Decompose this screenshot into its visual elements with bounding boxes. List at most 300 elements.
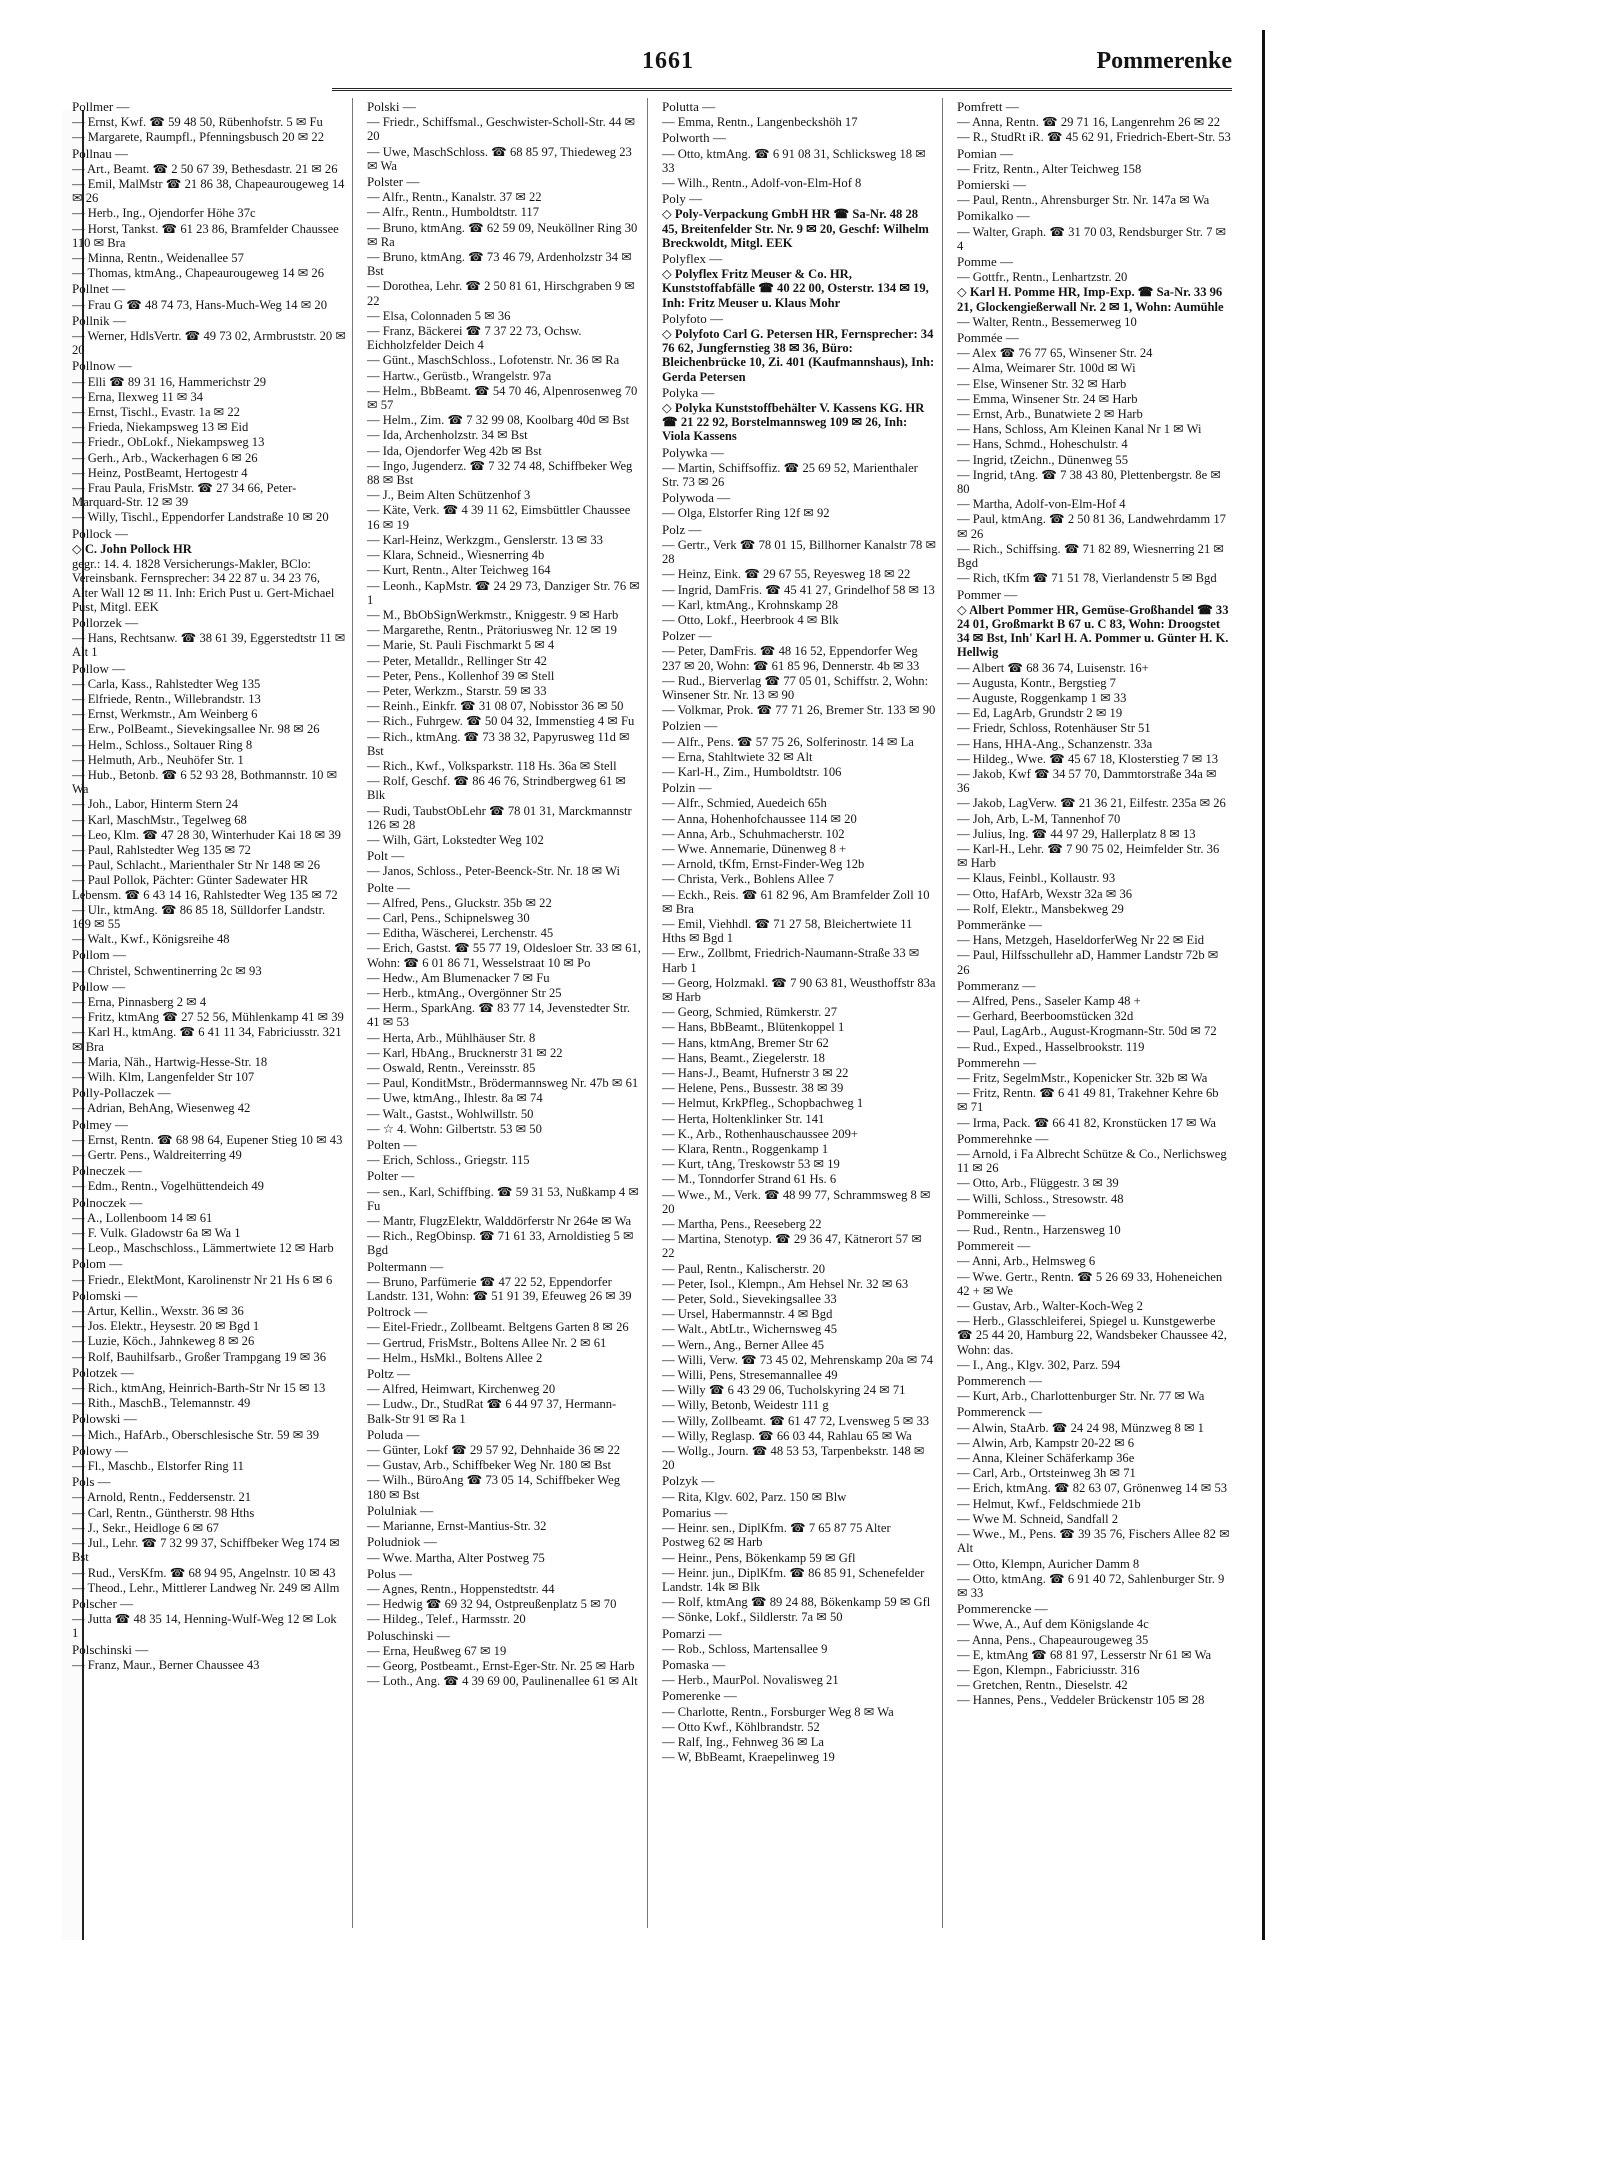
directory-entry: — Egon, Klempn., Fabriciusstr. 316 <box>957 1662 1140 1677</box>
directory-entry: — Gottfr., Rentn., Lenhartzstr. 20 <box>957 270 1128 285</box>
directory-entry: — W, BbBeamt, Kraepelinweg 19 <box>662 1750 835 1765</box>
directory-entry: Pollnau — <box>72 145 128 161</box>
column-3 <box>662 98 943 1928</box>
directory-entry: — Elsa, Colonnaden 5 ✉ 36 <box>367 308 511 323</box>
directory-entry: Polzyk — <box>662 1473 715 1489</box>
directory-entry: Polschinski — <box>72 1641 149 1657</box>
directory-entry: Poly — <box>662 191 703 207</box>
directory-entry: — Rolf, Geschf. ☎ 86 46 76, Strindbergweg 61 ✉ Blk <box>367 774 626 803</box>
directory-entry: Pommeranz — <box>957 977 1036 993</box>
directory-entry: — Hartw., Gerüstb., Wrangelstr. 97a <box>367 368 552 383</box>
directory-entry: — Wwe, A., Auf dem Königslande 4c <box>957 1617 1149 1632</box>
directory-entry: Polneczek — <box>72 1163 142 1179</box>
directory-entry: — Fl., Maschb., Elstorfer Ring 11 <box>72 1459 244 1474</box>
directory-entry: — Christel, Schwentinerring 2c ✉ 93 <box>72 963 262 978</box>
directory-entry: — Alfred, Pens., Gluckstr. 35b ✉ 22 <box>367 895 552 910</box>
directory-entry: Pomarius — <box>662 1504 728 1520</box>
directory-entry: — Ernst, Werkmstr., Am Weinberg 6 <box>72 707 258 722</box>
directory-entry: Pomian — <box>957 145 1013 161</box>
directory-entry: Pollow — <box>72 660 126 676</box>
directory-entry: — Georg, Holzmakl. ☎ 7 90 63 81, Weusthoffstr 83a ✉ Harb <box>662 975 936 1004</box>
directory-entry: — Carla, Kass., Rahlstedter Weg 135 <box>72 676 261 691</box>
directory-entry: — Rith., MaschB., Telemannstr. 49 <box>72 1396 251 1411</box>
directory-entry: — Hans, HHA-Ang., Schanzenstr. 33a <box>957 736 1153 751</box>
directory-entry: Polter — <box>367 1168 415 1184</box>
directory-entry: — Paul, Schlacht., Marienthaler Str Nr 148 ✉ 26 <box>72 858 321 873</box>
directory-entry: — Erich, ktmAng. ☎ 82 63 07, Grönenweg 14 ✉ 53 <box>957 1481 1228 1496</box>
directory-entry: — Horst, Tankst. ☎ 61 23 86, Bramfelder Chaussee 110 ✉ Bra <box>72 221 339 250</box>
directory-entry: — Jos. Elektr., Heysestr. 20 ✉ Bgd 1 <box>72 1319 260 1334</box>
directory-entry: — Hildeg., Wwe. ☎ 45 67 18, Klosterstieg 7 ✉ 13 <box>957 751 1219 766</box>
directory-entry: — Friedr., ObLokf., Niekampsweg 13 <box>72 435 265 450</box>
directory-entry: — Hans, Beamt., Ziegelerstr. 18 <box>662 1050 825 1065</box>
directory-entry: — Ludw., Dr., StudRat ☎ 6 44 97 37, Hermann-Balk-Str 91 ✉ Ra 1 <box>367 1397 617 1426</box>
page-number: 1661 <box>642 48 694 74</box>
directory-entry: — Mantr, FlugzElektr, Walddörferstr Nr 264e ✉ Wa <box>367 1214 632 1229</box>
directory-entry: — Ursel, Habermannstr. 4 ✉ Bgd <box>662 1307 833 1322</box>
directory-entry: — Hedw., Am Blumenacker 7 ✉ Fu <box>367 970 550 985</box>
directory-entry: — Karl, HbAng., Brucknerstr 31 ✉ 22 <box>367 1045 563 1060</box>
directory-entry: — Rich, tKfm ☎ 71 51 78, Vierlandenstr 5 ✉ Bgd <box>957 571 1217 586</box>
directory-entry: — Karl, ktmAng., Krohnskamp 28 <box>662 597 838 612</box>
directory-entry: — Walt., AbtLtr., Wichernsweg 45 <box>662 1322 838 1337</box>
directory-entry: — Helm., BbBeamt. ☎ 54 70 46, Alpenrosenweg 70 ✉ 57 <box>367 383 638 413</box>
directory-entry: Pomaska — <box>662 1656 726 1672</box>
directory-entry: — Erna, Pinnasberg 2 ✉ 4 <box>72 994 207 1009</box>
directory-entry: — Adrian, BehAng, Wiesenweg 42 <box>72 1101 251 1116</box>
directory-entry: — Sönke, Lokf., Sildlerstr. 7a ✉ 50 <box>662 1610 843 1625</box>
directory-entry: — Willy, Reglasp. ☎ 66 03 44, Rahlau 65 ✉ Wa <box>662 1428 912 1443</box>
directory-entry: — Wwe. Gertr., Rentn. ☎ 5 26 69 33, Hoheneichen 42 + ✉ We <box>957 1269 1223 1298</box>
directory-entry: — Rich., ktmAng. ☎ 73 38 32, Papyrusweg 11d ✉ Bst <box>367 729 630 758</box>
directory-entry: — Gustav, Arb., Schiffbeker Weg Nr. 180 ✉ Bst <box>367 1458 612 1473</box>
directory-entry: — Loth., Ang. ☎ 4 39 69 00, Paulinenallee 61 ✉ Alt <box>367 1674 638 1689</box>
directory-entry: — Artur, Kellin., Wexstr. 36 ✉ 36 <box>72 1304 244 1319</box>
directory-entry: — Karl H., ktmAng. ☎ 6 41 11 34, Fabriciusstr. 321 ✉ Bra <box>72 1025 342 1054</box>
column-2 <box>367 98 648 1928</box>
directory-entry: — Ingo, Jugenderz. ☎ 7 32 74 48, Schiffbeker Weg 88 ✉ Bst <box>367 458 633 488</box>
directory-entry: — Ernst, Arb., Bunatwiete 2 ✉ Harb <box>957 407 1143 422</box>
directory-entry: Pomme — <box>957 254 1013 270</box>
directory-entry: — Peter, Werkzm., Starstr. 59 ✉ 33 <box>367 683 547 698</box>
directory-entry: — Klaus, Feinbl., Kollaustr. 93 <box>957 871 1116 886</box>
directory-entry: — Walter, Rentn., Bessemerweg 10 <box>957 314 1137 329</box>
directory-entry: Pommerehn — <box>957 1054 1037 1070</box>
directory-entry: — Ralf, Ing., Fehnweg 36 ✉ La <box>662 1734 824 1749</box>
directory-entry: — Ida, Ojendorfer Weg 42b ✉ Bst <box>367 443 542 458</box>
directory-entry: Polz — <box>662 521 702 537</box>
directory-entry: — M., BbObSignWerkmstr., Kniggestr. 9 ✉ Harb <box>367 607 619 622</box>
directory-entry: — M., Tonndorfer Strand 61 Hs. 6 <box>662 1172 837 1187</box>
directory-entry: — Otto, Klempn, Auricher Damm 8 <box>957 1556 1140 1571</box>
directory-entry: — Edm., Rentn., Vogelhüttendeich 49 <box>72 1179 264 1194</box>
directory-entry: Polotzek — <box>72 1364 134 1380</box>
directory-entry: — Peter, Pens., Kollenhof 39 ✉ Stell <box>367 668 555 683</box>
directory-entry: Polomski — <box>72 1287 138 1303</box>
directory-entry: — Wwe. Annemarie, Dünenweg 8 + <box>662 841 847 856</box>
directory-entry: — Georg, Postbeamt., Ernst-Eger-Str. Nr. 25 ✉ Harb <box>367 1658 635 1673</box>
directory-entry: Poluda — <box>367 1426 420 1442</box>
directory-entry: — Franz, Maur., Berner Chaussee 43 <box>72 1657 260 1672</box>
directory-entry: — Volkmar, Prok. ☎ 77 71 26, Bremer Str. 133 ✉ 90 <box>662 703 936 718</box>
directory-entry: Polywoda — <box>662 490 731 506</box>
directory-entry: — Frieda, Niekampsweg 13 ✉ Eid <box>72 420 249 435</box>
column-1 <box>72 98 353 1928</box>
directory-entry: — Arnold, tKfm, Ernst-Finder-Weg 12b <box>662 857 865 872</box>
directory-entry: Polom — <box>72 1256 123 1272</box>
directory-entry: — Wwe. Martha, Alter Postweg 75 <box>367 1550 545 1565</box>
directory-entry: — Alwin, StaArb. ☎ 24 24 98, Münzweg 8 ✉ 1 <box>957 1420 1204 1435</box>
directory-entry: — Bruno, ktmAng. ☎ 62 59 09, Neuköllner Ring 30 ✉ Ra <box>367 220 638 249</box>
directory-entry: — K., Arb., Rothenhauschaussee 209+ <box>662 1126 858 1141</box>
page-header <box>332 48 1232 91</box>
directory-entry: — Willi, Verw. ☎ 73 45 02, Mehrenskamp 20a ✉ 74 <box>662 1352 934 1367</box>
directory-entry: Pomierski — <box>957 177 1026 193</box>
directory-entry: — Rud., Rentn., Harzensweg 10 <box>957 1223 1121 1238</box>
directory-entry: — Emil, MalMstr ☎ 21 86 38, Chapeaurougeweg 14 ✉ 26 <box>72 177 345 206</box>
directory-entry: — Anna, Pens., Chapeaurougeweg 35 <box>957 1632 1149 1647</box>
directory-entry: Polten — <box>367 1137 417 1153</box>
directory-entry: Pollow — <box>72 978 126 994</box>
directory-entry: Pollmer — <box>72 99 130 114</box>
directory-entry: — Emma, Rentn., Langenbeckshöh 17 <box>662 115 858 130</box>
directory-entry: — Rolf, ktmAng ☎ 89 24 88, Bökenkamp 59 ✉ Gfl <box>662 1595 931 1610</box>
directory-entry: — Herb., MaurPol. Novalisweg 21 <box>662 1673 839 1688</box>
directory-entry: — Alfr., Schmied, Auedeich 65h <box>662 796 827 811</box>
directory-entry: — Albert ☎ 68 36 74, Luisenstr. 16+ <box>957 660 1149 675</box>
directory-entry: — Helene, Pens., Bussestr. 38 ✉ 39 <box>662 1081 844 1096</box>
directory-entry: — Alex ☎ 76 77 65, Winsener Str. 24 <box>957 346 1153 361</box>
directory-entry: — Helmut, Kwf., Feldschmiede 21b <box>957 1496 1141 1511</box>
directory-entry: — Rolf, Bauhilfsarb., Großer Trampgang 19 ✉ 36 <box>72 1349 327 1364</box>
directory-entry: — Eckh., Reis. ☎ 61 82 96, Am Bramfelder Zoll 10 ✉ Bra <box>662 887 930 916</box>
directory-entry: — Alfr., Rentn., Kanalstr. 37 ✉ 22 <box>367 190 542 205</box>
directory-entry: — Paul, Hilfsschullehr aD, Hammer Landstr 72b ✉ 26 <box>957 948 1219 977</box>
directory-entry: Polutta — <box>662 99 716 114</box>
directory-entry: — Wwe., M., Verk. ☎ 48 99 77, Schrammsweg 8 ✉ 20 <box>662 1187 931 1216</box>
directory-entry: — Leop., Maschschloss., Lämmertwiete 12 ✉ Harb <box>72 1241 334 1256</box>
directory-entry: Polus — <box>367 1565 413 1581</box>
directory-entry: — Arnold, Rentn., Feddersenstr. 21 <box>72 1490 252 1505</box>
directory-entry: — Alwin, Arb, Kampstr 20-22 ✉ 6 <box>957 1435 1135 1450</box>
directory-entry: — Otto, HafArb, Wexstr 32a ✉ 36 <box>957 886 1133 901</box>
directory-entry: — Leo, Klm. ☎ 47 28 30, Winterhuder Kai 18 ✉ 39 <box>72 827 341 842</box>
directory-entry: — Rita, Klgv. 602, Parz. 150 ✉ Blw <box>662 1489 847 1504</box>
directory-entry: — R., StudRt iR. ☎ 45 62 91, Friedrich-Ebert-Str. 53 <box>957 130 1231 145</box>
directory-entry: — Georg, Schmied, Rümkerstr. 27 <box>662 1005 838 1020</box>
directory-entry: — Gertr. Pens., Waldreiterring 49 <box>72 1148 242 1163</box>
directory-entry: Polzer — <box>662 628 712 644</box>
directory-entry: — Augusta, Kontr., Bergstieg 7 <box>957 675 1116 690</box>
directory-entry: — Heinr. sen., DiplKfm. ☎ 7 65 87 75 Alter Postweg 62 ✉ Harb <box>662 1521 891 1550</box>
directory-entry: — Ingrid, tZeichn., Dünenweg 55 <box>957 452 1129 467</box>
directory-entry: Pollnik — <box>72 312 126 328</box>
directory-entry: — Ingrid, DamFris. ☎ 45 41 27, Grindelhof 58 ✉ 13 <box>662 582 935 597</box>
directory-entry: — Anna, Rentn. ☎ 29 71 16, Langenrehm 26 ✉ 22 <box>957 115 1221 130</box>
directory-entry: — Helmuth, Arb., Neuhöfer Str. 1 <box>72 752 244 767</box>
directory-entry: — Wilh., Rentn., Adolf-von-Elm-Hof 8 <box>662 176 862 191</box>
directory-entry: — Willi, Schloss., Stresowstr. 48 <box>957 1191 1124 1206</box>
directory-entry: — Kurt, Rentn., Alter Teichweg 164 <box>367 563 551 578</box>
directory-entry: — Leonh., KapMstr. ☎ 24 29 73, Danziger Str. 76 ✉ 1 <box>367 578 640 607</box>
directory-entry: — Karl-H., Zim., Humboldtstr. 106 <box>662 764 842 779</box>
directory-entry: ◇ Albert Pommer HR, Gemüse-Großhandel ☎ 33 24 01, Großmarkt B 67 u. C 83, Wohn: Droogstet 34 ✉ Bst, Inh' Karl H. A. Pommer u. Günter H. K. Hellwig <box>957 602 1229 660</box>
directory-entry: — Martina, Stenotyp. ☎ 29 36 47, Kätnerort 57 ✉ 22 <box>662 1232 922 1261</box>
directory-entry: — Herb., Glasschleiferei, Spiegel u. Kunstgewerbe ☎ 25 44 20, Hamburg 22, Wandsbeker Chaussee 42, Wohn: das. <box>957 1314 1227 1357</box>
directory-entry: Polyka — <box>662 384 715 400</box>
directory-entry: — Erna, Ilexweg 11 ✉ 34 <box>72 389 204 404</box>
directory-entry: — Herb., ktmAng., Overgönner Str 25 <box>367 985 562 1000</box>
directory-entry: — Martha, Adolf-von-Elm-Hof 4 <box>957 497 1126 512</box>
directory-entry: — Theod., Lehr., Mittlerer Landweg Nr. 249 ✉ Allm <box>72 1580 340 1595</box>
directory-entry: Polscher — <box>72 1595 134 1611</box>
directory-entry: Polnoczek — <box>72 1194 143 1210</box>
directory-entry: — Erw., PolBeamt., Sievekingsallee Nr. 98 ✉ 26 <box>72 722 320 737</box>
directory-entry: — Walt., Kwf., Königsreihe 48 <box>72 932 230 947</box>
directory-entry: — J., Sekr., Heidloge 6 ✉ 67 <box>72 1520 219 1535</box>
directory-entry: — Julius, Ing. ☎ 44 97 29, Hallerplatz 8 ✉ 13 <box>957 826 1196 841</box>
directory-entry: — Helm., Zim. ☎ 7 32 99 08, Koolbarg 40d ✉ Bst <box>367 413 630 428</box>
directory-entry: Pomikalko — <box>957 208 1030 224</box>
directory-entry: — Wilh, Gärt, Lokstedter Weg 102 <box>367 832 544 847</box>
directory-entry: — Heinr., Pens, Bökenkamp 59 ✉ Gfl <box>662 1550 856 1565</box>
directory-entry: — Paul, ktmAng. ☎ 2 50 81 36, Landwehrdamm 17 ✉ 26 <box>957 512 1226 541</box>
directory-entry: — Anna, Kleiner Schäferkamp 36e <box>957 1451 1135 1466</box>
directory-entry: — Rud., Bierverlag ☎ 77 05 01, Schiffstr. 2, Wohn: Winsener Str. Nr. 13 ✉ 90 <box>662 673 929 702</box>
directory-entry: — Auguste, Roggenkamp 1 ✉ 33 <box>957 690 1127 705</box>
directory-entry: — Erich, Schloss., Griegstr. 115 <box>367 1153 530 1168</box>
directory-entry: — Christa, Verk., Bohlens Allee 7 <box>662 872 834 887</box>
directory-entry: — J., Beim Alten Schützenhof 3 <box>367 488 531 503</box>
directory-entry: — Herb., Ing., Ojendorfer Höhe 37c <box>72 206 256 221</box>
directory-entry: — Thomas, ktmAng., Chapeaurougeweg 14 ✉ 26 <box>72 266 325 281</box>
directory-entry: Pommerehnke — <box>957 1130 1049 1146</box>
directory-entry: — Karl-Heinz, Werkzgm., Genslerstr. 13 ✉ 33 <box>367 532 603 547</box>
directory-entry: Pommer — <box>957 586 1018 602</box>
directory-entry: — Friedr., Schiffsmal., Geschwister-Scholl-Str. 44 ✉ 20 <box>367 115 636 144</box>
directory-entry: Pomarzi — <box>662 1625 722 1641</box>
directory-entry: — Ulr., ktmAng. ☎ 86 85 18, Sülldorfer Landstr. 169 ✉ 55 <box>72 902 326 931</box>
directory-entry: — Alma, Weimarer Str. 100d ✉ Wi <box>957 361 1136 376</box>
directory-entry: — Peter, DamFris. ☎ 48 16 52, Eppendorfer Weg 237 ✉ 20, Wohn: ☎ 61 85 96, Dennerstr. 4b ✉ 33 <box>662 644 920 673</box>
directory-entry: — Paul, KonditMstr., Brödermannsweg Nr. 47b ✉ 61 <box>367 1076 639 1091</box>
directory-entry: — sen., Karl, Schiffbing. ☎ 59 31 53, Nußkamp 4 ✉ Fu <box>367 1184 639 1213</box>
directory-entry: — Anna, Hohenhofchaussee 114 ✉ 20 <box>662 811 857 826</box>
directory-page <box>62 30 1265 1940</box>
directory-entry: — Helm., Schloss., Soltauer Ring 8 <box>72 737 253 752</box>
directory-entry: — Günter, Lokf ☎ 29 57 92, Dehnhaide 36 ✉ 22 <box>367 1443 621 1458</box>
directory-entry: — Martin, Schiffsoffiz. ☎ 25 69 52, Marienthaler Str. 73 ✉ 26 <box>662 460 918 490</box>
directory-entry: — Erw., Zollbmt, Friedrich-Naumann-Straße 33 ✉ Harb 1 <box>662 946 920 975</box>
directory-entry: — Margarete, Raumpfl., Pfenningsbusch 20 ✉ 22 <box>72 130 325 145</box>
directory-entry: Polly-Pollaczek — <box>72 1085 171 1101</box>
blank-area <box>0 1940 1600 2177</box>
directory-entry: — Uwe, ktmAng., Ihlestr. 8a ✉ 74 <box>367 1091 543 1106</box>
directory-entry: — Uwe, MaschSchloss. ☎ 68 85 97, Thiedeweg 23 ✉ Wa <box>367 144 632 173</box>
directory-entry: — Ingrid, tAng. ☎ 7 38 43 80, Plettenbergstr. 8e ✉ 80 <box>957 467 1221 497</box>
directory-entry: — Kurt, tAng, Treskowstr 53 ✉ 19 <box>662 1157 840 1172</box>
directory-entry: Polmey — <box>72 1116 128 1132</box>
directory-entry: — Eitel-Friedr., Zollbeamt. Beltgens Garten 8 ✉ 26 <box>367 1320 629 1335</box>
directory-entry: — Willy, Betonb, Weidestr 111 g <box>662 1398 829 1413</box>
directory-entry: — Hannes, Pens., Veddeler Brückenstr 105 ✉ 28 <box>957 1693 1205 1708</box>
directory-entry: — Rich., Schiffsing. ☎ 71 82 89, Wiesnerring 21 ✉ Bgd <box>957 541 1224 571</box>
directory-entry: — Rudi, TaubstObLehr ☎ 78 01 31, Marckmannstr 126 ✉ 28 <box>367 803 632 832</box>
directory-entry: — Bruno, Parfümerie ☎ 47 22 52, Eppendorfer Landstr. 131, Wohn: ☎ 51 91 39, Efeuweg 26 ✉ 39 <box>367 1274 632 1304</box>
directory-entry: — Wilh. Klm, Langenfelder Str 107 <box>72 1070 255 1084</box>
directory-entry: — Hans-J., Beamt, Hufnerstr 3 ✉ 22 <box>662 1066 849 1080</box>
directory-entry: — Arnold, i Fa Albrecht Schütze & Co., Nerlichsweg 11 ✉ 26 <box>957 1147 1227 1176</box>
directory-entry: — Gerhard, Beerboomstücken 32d <box>957 1009 1134 1024</box>
directory-entry: Polowy — <box>72 1442 128 1458</box>
directory-entry: — Klara, Schneid., Wiesnerring 4b <box>367 548 545 563</box>
directory-entry: — Herta, Arb., Mühlhäuser Str. 8 <box>367 1030 536 1045</box>
directory-entry: — Friedr., ElektMont, Karolinenstr Nr 21 Hs 6 ✉ 6 <box>72 1272 333 1287</box>
directory-entry: ◇ Polyflex Fritz Meuser & Co. HR, Kunststoffabfälle ☎ 40 22 00, Osterstr. 134 ✉ 19, Inh: Fritz Meuser u. Klaus Mohr <box>662 267 929 310</box>
running-head: Pommerenke <box>1096 48 1232 74</box>
directory-entry: Polt — <box>367 848 405 864</box>
directory-entry: — Werner, HdlsVertr. ☎ 49 73 02, Armbruststr. 20 ✉ 20 <box>72 329 346 358</box>
directory-entry: Pommeränke — <box>957 916 1042 932</box>
directory-entry: — Irma, Pack. ☎ 66 41 82, Kronstücken 17 ✉ Wa <box>957 1115 1216 1130</box>
directory-entry: — Editha, Wäscherei, Lerchenstr. 45 <box>367 926 554 941</box>
directory-entry: Pomerenke — <box>662 1688 737 1704</box>
directory-entry: — Hub., Betonb. ☎ 6 52 93 28, Bothmannstr. 10 ✉ Wa <box>72 767 338 797</box>
directory-entry: — Fritz, ktmAng ☎ 27 52 56, Mühlenkamp 41 ✉ 39 <box>72 1010 344 1025</box>
directory-entry: — Gerh., Arb., Wackerhagen 6 ✉ 26 <box>72 450 258 465</box>
directory-entry: — Günt., MaschSchloss., Lofotenstr. Nr. 36 ✉ Ra <box>367 353 620 368</box>
directory-entry: — Franz, Bäckerei ☎ 7 37 22 73, Ochsw. Eichholzfelder Deich 4 <box>367 324 582 353</box>
directory-entry: — Gretchen, Rentn., Dieselstr. 42 <box>957 1678 1128 1693</box>
directory-entry: — I., Ang., Klgv. 302, Parz. 594 <box>957 1357 1121 1372</box>
directory-entry: — Rob., Schloss, Martensallee 9 <box>662 1641 828 1656</box>
directory-entry: — Maria, Näh., Hartwig-Hesse-Str. 18 <box>72 1054 268 1069</box>
directory-entry: — Alfred, Pens., Saseler Kamp 48 + <box>957 993 1141 1008</box>
directory-entry: — Margarethe, Rentn., Prätoriusweg Nr. 12 ✉ 19 <box>367 623 617 638</box>
directory-entry: — Otto, Lokf., Heerbrook 4 ✉ Blk <box>662 612 839 627</box>
directory-entry: Poltz — <box>367 1366 410 1382</box>
directory-entry: — Hildeg., Telef., Harmsstr. 20 <box>367 1612 526 1627</box>
directory-entry: Polyflex — <box>662 251 723 267</box>
directory-entry: — A., Lollenboom 14 ✉ 61 <box>72 1210 213 1225</box>
directory-entry: — Fritz, Rentn. ☎ 6 41 49 81, Trakehner Kehre 6b ✉ 71 <box>957 1086 1219 1115</box>
directory-entry: — Helmut, KrkPfleg., Schopbachweg 1 <box>662 1096 864 1111</box>
directory-entry: — Fritz, SegelmMstr., Kopenicker Str. 32b ✉ Wa <box>957 1071 1208 1085</box>
directory-entry: — Wwe M. Schneid, Sandfall 2 <box>957 1511 1119 1526</box>
directory-entry: — Herm., SparkAng. ☎ 83 77 14, Jevenstedter Str. 41 ✉ 53 <box>367 1001 630 1030</box>
directory-entry: — Hans, Rechtsanw. ☎ 38 61 39, Eggerstedtstr 11 ✉ Alt 1 <box>72 631 346 660</box>
directory-entry: Pommée — <box>957 330 1019 346</box>
directory-entry: — Wilh., BüroAng ☎ 73 05 14, Schiffbeker Weg 180 ✉ Bst <box>367 1473 621 1502</box>
directory-entry: Polte — <box>367 879 410 895</box>
directory-entry: — Kurt, Arb., Charlottenburger Str. Nr. 77 ✉ Wa <box>957 1389 1205 1404</box>
directory-entry: — Hedwig ☎ 69 32 94, Ostpreußenplatz 5 ✉ 70 <box>367 1597 617 1612</box>
column-4 <box>957 98 1237 1928</box>
directory-entry: — Karl-H., Lehr. ☎ 7 90 75 02, Heimfelder Str. 36 ✉ Harb <box>957 841 1220 871</box>
directory-entry: — Joh., Labor, Hinterm Stern 24 <box>72 797 238 812</box>
directory-entry: — Peter, Sold., Sievekingsallee 33 <box>662 1292 837 1307</box>
directory-entry: — Carl, Pens., Schipnelsweg 30 <box>367 910 530 925</box>
directory-entry: — Emma, Winsener Str. 24 ✉ Harb <box>957 391 1138 406</box>
directory-entry: — E, ktmAng ☎ 68 81 97, Lesserstr Nr 61 ✉ Wa <box>957 1647 1212 1662</box>
directory-entry: — Otto, ktmAng. ☎ 6 91 40 72, Sahlenburger Str. 9 ✉ 33 <box>957 1571 1225 1600</box>
directory-entry: — Frau G ☎ 48 74 73, Hans-Much-Weg 14 ✉ 20 <box>72 297 328 312</box>
directory-entry: Polski — <box>367 99 416 114</box>
directory-entry: — Mich., HafArb., Oberschlesische Str. 59 ✉ 39 <box>72 1427 319 1442</box>
directory-entry: — Willy, Zollbeamt. ☎ 61 47 72, Lvensweg 5 ✉ 33 <box>662 1413 930 1428</box>
directory-entry: — Ernst, Kwf. ☎ 59 48 50, Rübenhofstr. 5 ✉ Fu <box>72 115 323 130</box>
directory-entry: — Willi, Pens, Stresemannallee 49 <box>662 1368 838 1383</box>
directory-entry: Pommerench — <box>957 1373 1042 1389</box>
directory-entry: — Hans, ktmAng, Bremer Str 62 <box>662 1035 829 1050</box>
directory-entry: — Rich., ktmAng, Heinrich-Barth-Str Nr 15 ✉ 13 <box>72 1381 326 1396</box>
directory-entry: — Helm., HsMkl., Boltens Allee 2 <box>367 1350 543 1365</box>
directory-entry: — Else, Winsener Str. 32 ✉ Harb <box>957 376 1127 391</box>
directory-entry: — Elli ☎ 89 31 16, Hammerichstr 29 <box>72 374 267 389</box>
directory-entry: Pollom — <box>72 947 126 963</box>
directory-entry: — Charlotte, Rentn., Forsburger Weg 8 ✉ Wa <box>662 1704 894 1719</box>
directory-entry: — Erna, Stahltwiete 32 ✉ Alt <box>662 749 813 764</box>
directory-entry: — Rolf, Elektr., Mansbekweg 29 <box>957 901 1124 916</box>
directory-entry: — Jul., Lehr. ☎ 7 32 99 37, Schiffbeker Weg 174 ✉ Bst <box>72 1536 340 1565</box>
directory-entry: — Friedr, Schloss, Rotenhäuser Str 51 <box>957 721 1151 736</box>
directory-entry: — Anna, Arb., Schuhmacherstr. 102 <box>662 826 845 841</box>
directory-entry: — Herta, Holtenklinker Str. 141 <box>662 1111 825 1126</box>
directory-entry: — Art., Beamt. ☎ 2 50 67 39, Bethesdastr. 21 ✉ 26 <box>72 161 338 176</box>
directory-entry: — Hans, BbBeamt., Blütenkoppel 1 <box>662 1020 845 1035</box>
directory-entry: — Alfred, Heimwart, Kirchenweg 20 <box>367 1382 556 1397</box>
directory-entry: — ☆ 4. Wohn: Gilbertstr. 53 ✉ 50 <box>367 1121 542 1136</box>
directory-entry: — Hans, Schmd., Hoheschulstr. 4 <box>957 437 1128 452</box>
directory-entry: — Heinz, PostBeamt, Hertogestr 4 <box>72 465 248 480</box>
directory-entry: — Otto, ktmAng. ☎ 6 91 08 31, Schlicksweg 18 ✉ 33 <box>662 146 926 175</box>
directory-entry: — Rud., Exped., Hasselbrookstr. 119 <box>957 1039 1145 1054</box>
directory-entry: — Gertr., Verk ☎ 78 01 15, Billhorner Kanalstr 78 ✉ 28 <box>662 537 936 567</box>
directory-entry: Pommerencke — <box>957 1601 1048 1617</box>
directory-entry: — Peter, Metalldr., Rellinger Str 42 <box>367 653 547 668</box>
directory-entry: — Minna, Rentn., Weidenallee 57 <box>72 251 244 266</box>
directory-entry: ◇ Polyka Kunststoffbehälter V. Kassens KG. HR ☎ 21 22 92, Borstelmannsweg 109 ✉ 26, Inh: Viola Kassens <box>662 401 925 444</box>
directory-entry: — Hans, Schloss, Am Kleinen Kanal Nr 1 ✉ Wi <box>957 422 1202 437</box>
directory-entry: — Marie, St. Pauli Fischmarkt 5 ✉ 4 <box>367 638 555 653</box>
directory-entry: — Carl, Arb., Ortsteinweg 3h ✉ 71 <box>957 1466 1136 1481</box>
directory-entry: — Otto, Arb., Flüggestr. 3 ✉ 39 <box>957 1176 1119 1191</box>
directory-entry: — Marianne, Ernst-Mantius-Str. 32 <box>367 1519 547 1534</box>
directory-entry: — Martha, Pens., Reeseberg 22 <box>662 1217 822 1232</box>
directory-entry: Poltrock — <box>367 1304 428 1320</box>
directory-entry: Pollorzek — <box>72 614 139 630</box>
directory-entry: — Jutta ☎ 48 35 14, Henning-Wulf-Weg 12 ✉ Lok 1 <box>72 1612 337 1641</box>
directory-entry: — Erna, Heußweg 67 ✉ 19 <box>367 1643 507 1658</box>
directory-entry: — Olga, Elstorfer Ring 12f ✉ 92 <box>662 506 830 521</box>
directory-entry: — Willy, Tischl., Eppendorfer Landstraße 10 ✉ 20 <box>72 510 329 525</box>
directory-entry: — Ernst, Rentn. ☎ 68 98 64, Eupener Stieg 10 ✉ 43 <box>72 1132 343 1147</box>
directory-entry: — Oswald, Rentn., Vereinsstr. 85 <box>367 1061 536 1075</box>
directory-entry: Polzien — <box>662 718 718 734</box>
directory-entry: — Emil, Viehhdl. ☎ 71 27 58, Bleichertwiete 11 Hths ✉ Bgd 1 <box>662 916 913 946</box>
directory-entry: Polulniak — <box>367 1502 434 1518</box>
directory-entry: — Rich., Kwf., Volksparkstr. 118 Hs. 36a ✉ Stell <box>367 758 617 773</box>
directory-entry: — Agnes, Rentn., Hoppenstedtstr. 44 <box>367 1581 555 1596</box>
directory-entry: Poltermann — <box>367 1258 444 1274</box>
directory-entry: — F. Vulk. Gladowstr 6a ✉ Wa 1 <box>72 1226 241 1241</box>
directory-entry: Polworth — <box>662 130 726 146</box>
directory-columns <box>72 98 1237 1928</box>
directory-entry: — Paul, Rahlstedter Weg 135 ✉ 72 <box>72 842 251 857</box>
directory-entry: Pollnow — <box>72 358 132 374</box>
directory-entry: — Anni, Arb., Helmsweg 6 <box>957 1254 1096 1269</box>
directory-entry: — Ernst, Tischl., Evastr. 1a ✉ 22 <box>72 405 240 420</box>
